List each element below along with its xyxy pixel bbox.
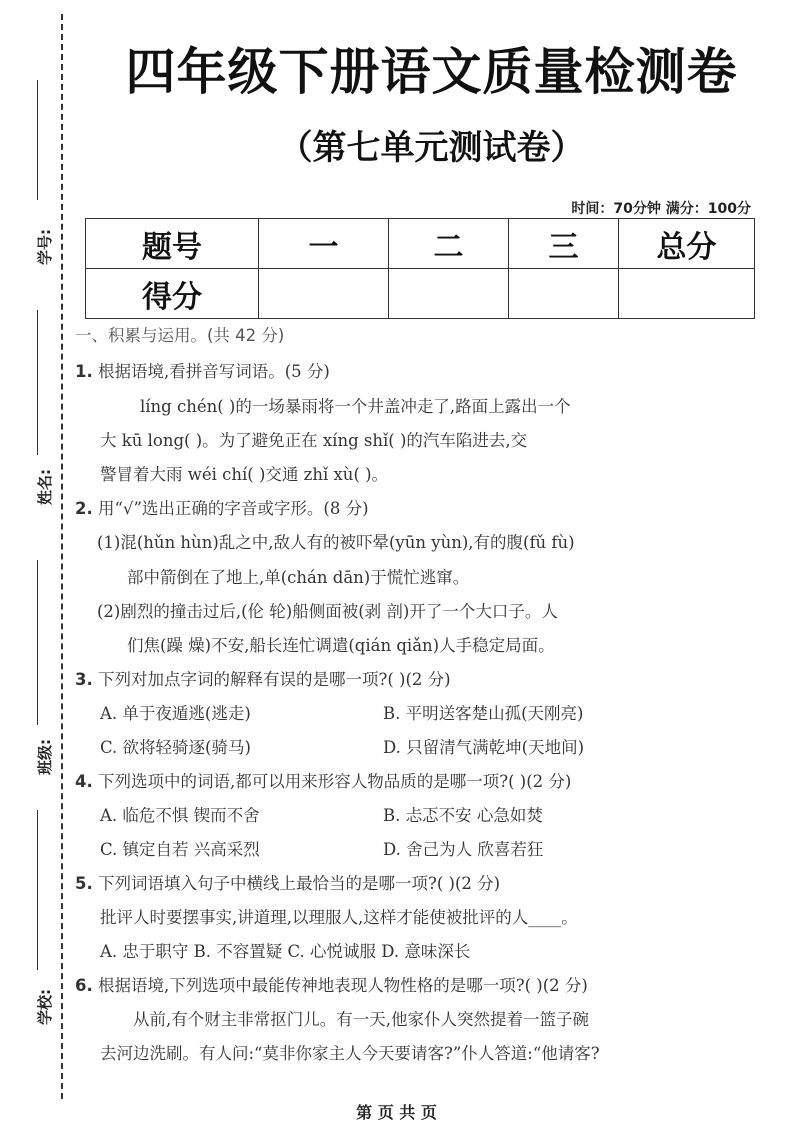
score-cell[interactable] bbox=[389, 269, 509, 319]
question-line: (1)混(hǔn hùn)乱之中,敌人有的被吓晕(yūn yùn),有的腹(fǔ fù) bbox=[97, 533, 575, 552]
question-number: 3. bbox=[75, 670, 93, 689]
question-text: 下列选项中的词语,都可以用来形容人物品质的是哪一项?( )(2 分) bbox=[98, 772, 572, 791]
class-label: 班级: bbox=[36, 739, 54, 775]
option-d: D. 只留清气满乾坤(天地间) bbox=[383, 738, 585, 757]
option-d: D. 舍己为人 欣喜若狂 bbox=[383, 840, 544, 859]
header-cell: 一 bbox=[259, 219, 389, 269]
header-cell: 总分 bbox=[619, 219, 755, 269]
header-cell: 三 bbox=[509, 219, 619, 269]
question-number: 2. bbox=[75, 499, 93, 518]
question-number: 4. bbox=[75, 772, 93, 791]
option-b: B. 平明送客楚山孤(天刚亮) bbox=[383, 704, 584, 723]
time-info: 时间：70分钟 满分：100分 bbox=[571, 201, 751, 217]
option-c: C. 欲将轻骑逐(骑马) bbox=[100, 738, 251, 757]
score-table-header-row bbox=[86, 219, 755, 269]
question-number: 6. bbox=[75, 976, 93, 995]
question-text: 根据语境,下列选项中最能传神地表现人物性格的是哪一项?( )(2 分) bbox=[98, 976, 588, 995]
question-line: 大 kū long( )。为了避免正在 xíng shǐ( )的汽车陷进去,交 bbox=[100, 431, 528, 450]
binding-dashed-line bbox=[61, 14, 63, 1099]
score-table-score-row bbox=[86, 269, 755, 319]
student-id-field[interactable] bbox=[14, 80, 54, 270]
class-field[interactable] bbox=[14, 560, 54, 780]
question-text: 下列对加点字词的解释有误的是哪一项?( )(2 分) bbox=[98, 670, 451, 689]
question-line: 部中箭倒在了地上,单(chán dān)于慌忙逃窜。 bbox=[127, 568, 470, 587]
question-options: A. 忠于职守 B. 不容置疑 C. 心悦诚服 D. 意味深长 bbox=[100, 942, 471, 961]
question-line: 从前,有个财主非常抠门儿。有一天,他家仆人突然提着一篮子碗 bbox=[133, 1010, 589, 1029]
header-cell: 二 bbox=[389, 219, 509, 269]
question-text: 用“√”选出正确的字音或字形。(8 分) bbox=[98, 499, 369, 518]
school-field[interactable] bbox=[14, 810, 54, 1030]
option-c: C. 镇定自若 兴高采烈 bbox=[100, 840, 260, 859]
name-label: 姓名: bbox=[36, 469, 54, 505]
student-id-label: 学号: bbox=[36, 229, 54, 265]
option-a: A. 单于夜遁逃(逃走) bbox=[100, 704, 251, 723]
question-text: 下列词语填入句子中横线上最恰当的是哪一项?( )(2 分) bbox=[98, 874, 501, 893]
question-line: 们焦(躁 燥)不安,船长连忙调遣(qián qiǎn)人手稳定局面。 bbox=[127, 636, 555, 655]
question-line: líng chén( )的一场暴雨将一个井盖冲走了,路面上露出一个 bbox=[140, 397, 571, 416]
name-field[interactable] bbox=[14, 310, 54, 510]
question-number: 1. bbox=[75, 362, 93, 381]
question-sentence: 批评人时要摆事实,讲道理,以理服人,这样才能使被批评的人____。 bbox=[100, 908, 578, 927]
question-line: (2)剧烈的撞击过后,(伦 轮)船侧面被(剥 剖)开了一个大口子。人 bbox=[97, 602, 558, 621]
score-cell[interactable] bbox=[509, 269, 619, 319]
page-title: 四年级下册语文质量检测卷 bbox=[125, 43, 738, 101]
question-line: 去河边洗刷。有人问:“莫非你家主人今天要请客?”仆人答道:“他请客? bbox=[100, 1044, 600, 1063]
option-a: A. 临危不惧 锲而不舍 bbox=[100, 806, 260, 825]
option-b: B. 忐忑不安 心急如焚 bbox=[383, 806, 543, 825]
page-subtitle: （第七单元测试卷） bbox=[278, 128, 585, 168]
score-cell[interactable] bbox=[259, 269, 389, 319]
score-cell[interactable] bbox=[619, 269, 755, 319]
score-table bbox=[85, 218, 755, 319]
section-heading: 一、积累与运用。(共 42 分) bbox=[75, 326, 285, 345]
question-line: 警冒着大雨 wéi chí( )交通 zhǐ xù( )。 bbox=[100, 465, 389, 484]
page-footer: 第 页 共 页 bbox=[356, 1103, 437, 1122]
question-text: 根据语境,看拼音写词语。(5 分) bbox=[98, 362, 330, 381]
question-number: 5. bbox=[75, 874, 93, 893]
school-label: 学校: bbox=[36, 989, 54, 1025]
row-label-cell: 得分 bbox=[86, 269, 259, 319]
header-cell: 题号 bbox=[86, 219, 259, 269]
